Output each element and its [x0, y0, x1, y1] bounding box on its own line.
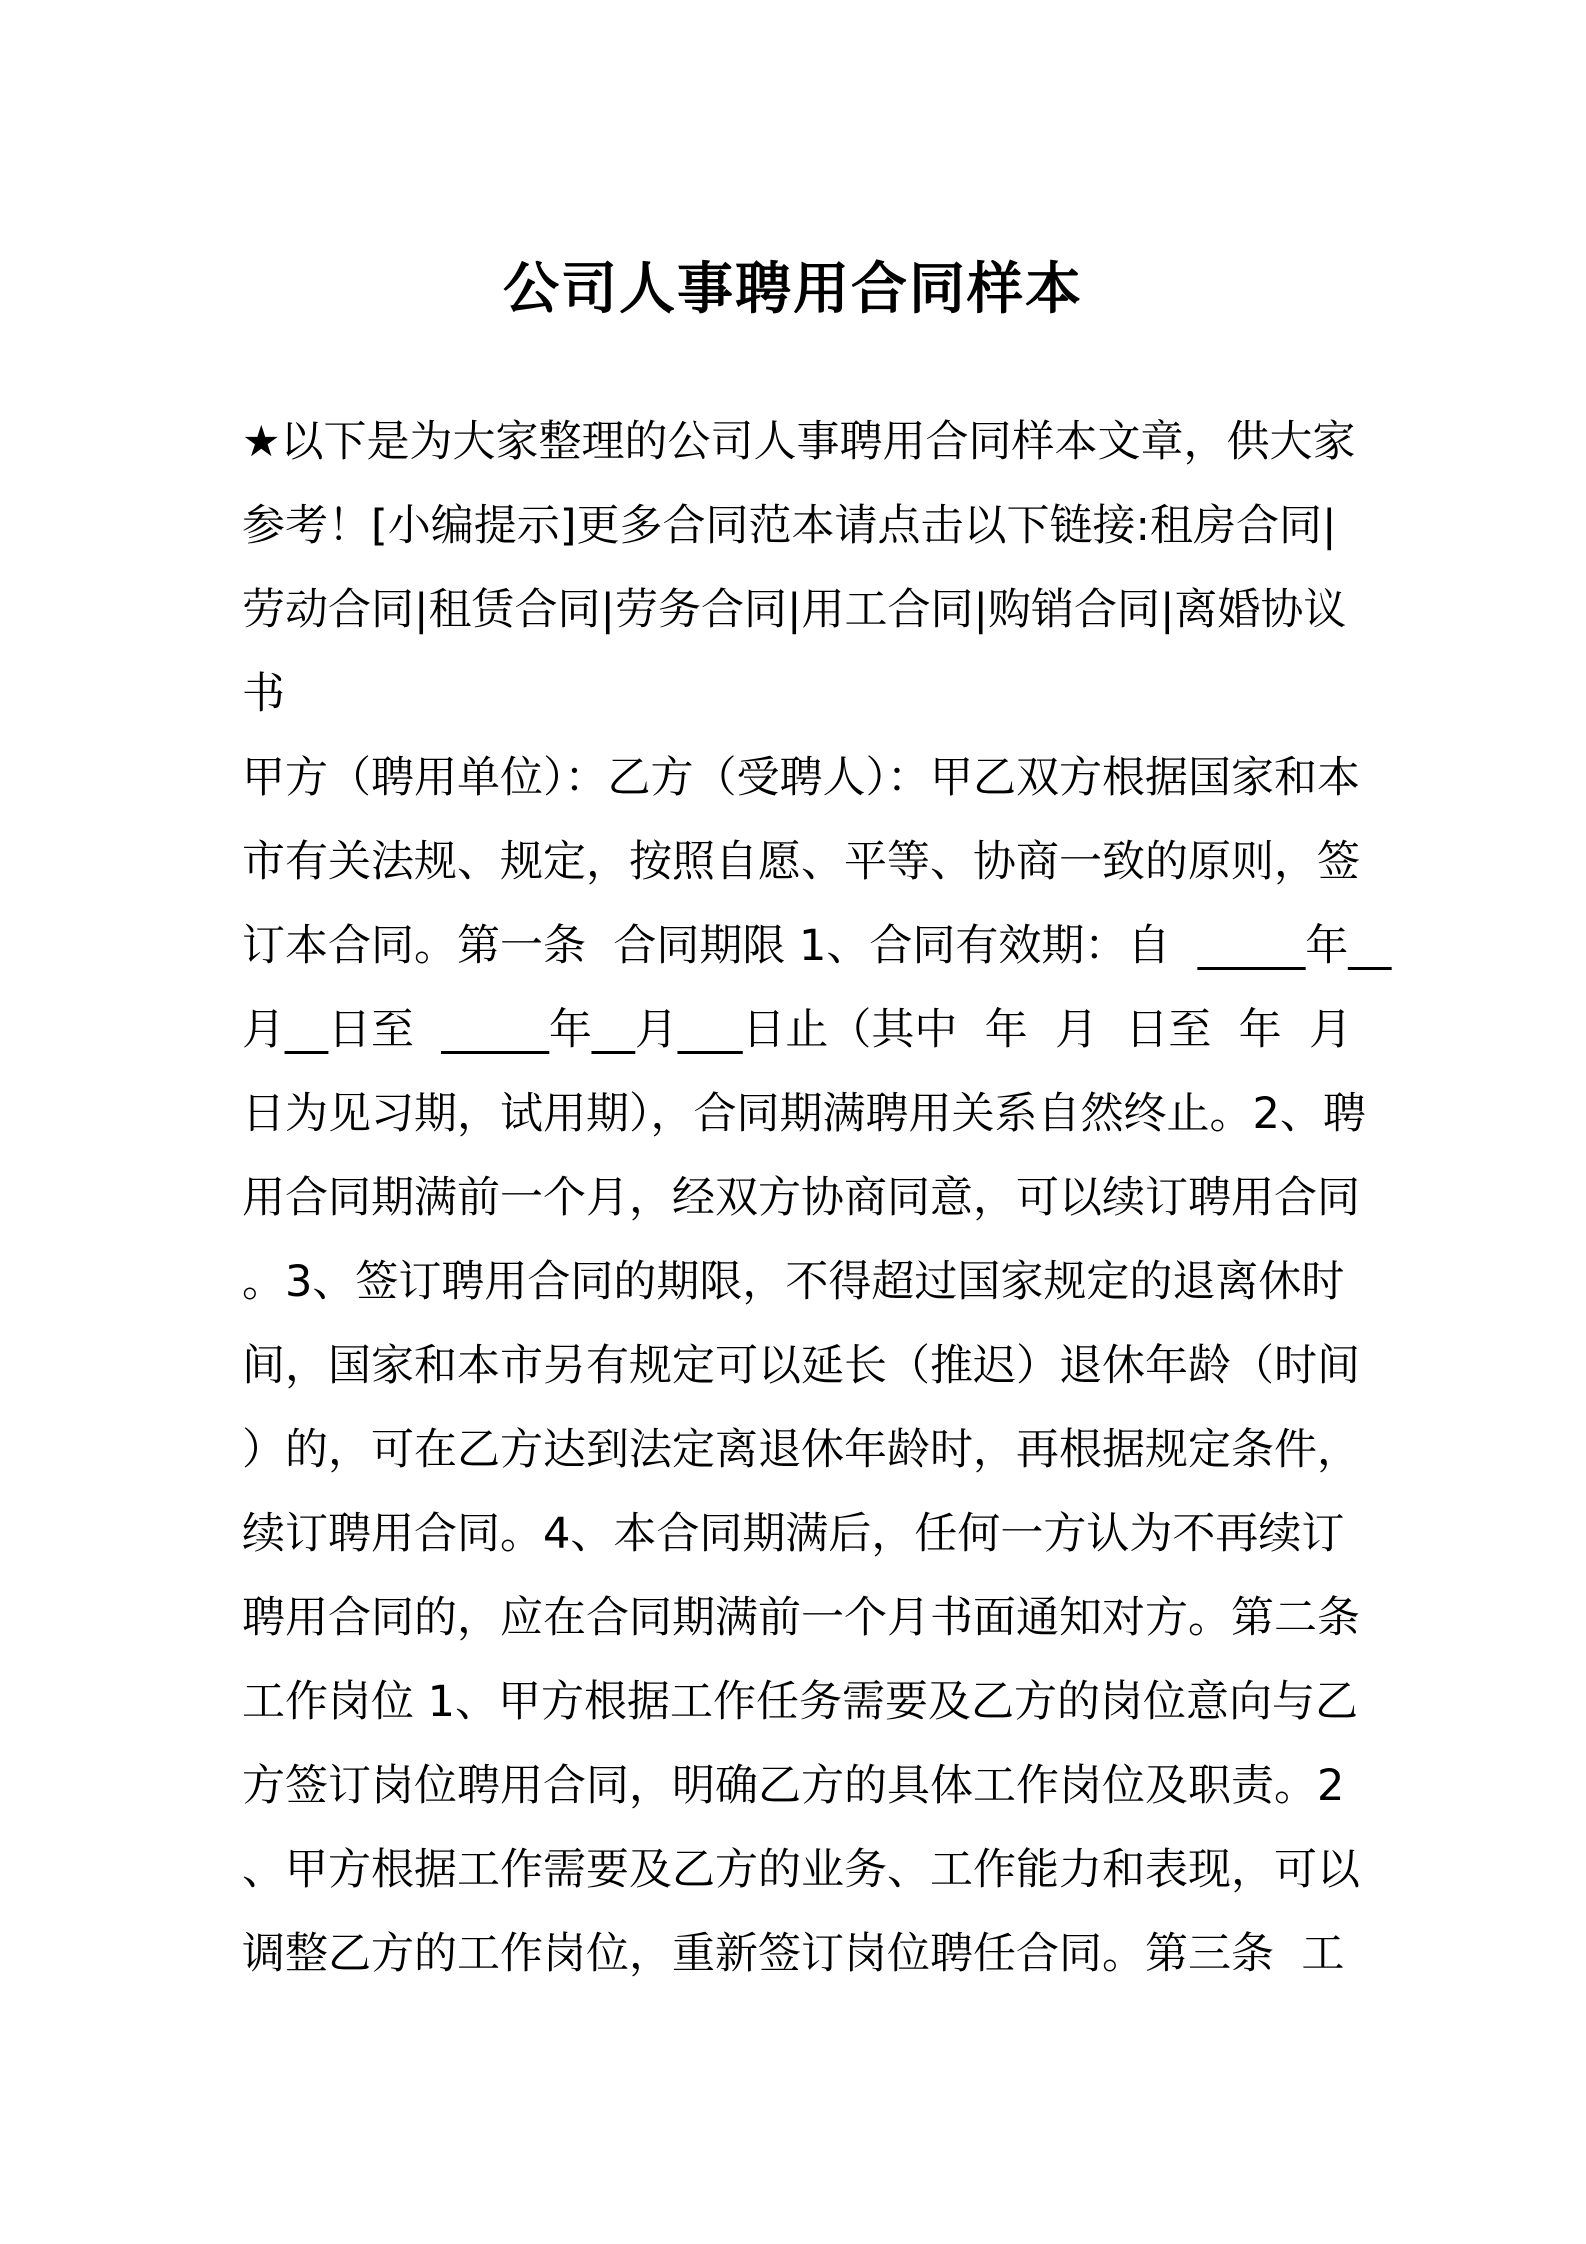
body-line: 参考！[小编提示]更多合同范本请点击以下链接:租房合同| [242, 501, 1337, 551]
body-line: 、甲方根据工作需要及乙方的业务、工作能力和表现，可以 [242, 1845, 1360, 1895]
body-line: 日为见习期，试用期），合同期满聘用关系自然终止。2、聘 [242, 1089, 1366, 1139]
body-line: ）的，可在乙方达到法定离退休年龄时，再根据规定条件， [242, 1425, 1360, 1475]
body-line: 工作岗位 1、甲方根据工作任务需要及乙方的岗位意向与乙 [242, 1677, 1359, 1727]
body-line: ★以下是为大家整理的公司人事聘用合同样本文章，供大家 [242, 417, 1356, 467]
body-line: 甲方（聘用单位）：乙方（受聘人）：甲乙双方根据国家和本 [242, 753, 1360, 803]
body-line: 用合同期满前一个月，经双方协商同意，可以续订聘用合同 [242, 1173, 1360, 1223]
document-title: 公司人事聘用合同样本 [503, 257, 1083, 322]
body-line: 聘用合同的，应在合同期满前一个月书面通知对方。第二条 [242, 1593, 1360, 1643]
body-line: 书 [242, 669, 285, 719]
body-line: 调整乙方的工作岗位，重新签订岗位聘任合同。第三条 工 [242, 1929, 1345, 1979]
body-line: 间，国家和本市另有规定可以延长（推迟）退休年龄（时间 [242, 1341, 1360, 1391]
body-line: 订本合同。第一条 合同期限 1、合同有效期：自 _____年__ [242, 921, 1392, 971]
body-line: 市有关法规、规定，按照自愿、平等、协商一致的原则，签 [242, 837, 1360, 887]
body-line: 月__日至 _____年__月___日止（其中 年 月 日至 年 月 [242, 1005, 1353, 1055]
body-line: 续订聘用合同。4、本合同期满后，任何一方认为不再续订 [242, 1509, 1345, 1559]
body-line: 。3、签订聘用合同的期限，不得超过国家规定的退离休时 [242, 1257, 1345, 1307]
body-line: 方签订岗位聘用合同，明确乙方的具体工作岗位及职责。2 [242, 1761, 1345, 1811]
body-line: 劳动合同|租赁合同|劳务合同|用工合同|购销合同|离婚协议 [242, 585, 1347, 635]
document-body [242, 400, 1392, 1996]
